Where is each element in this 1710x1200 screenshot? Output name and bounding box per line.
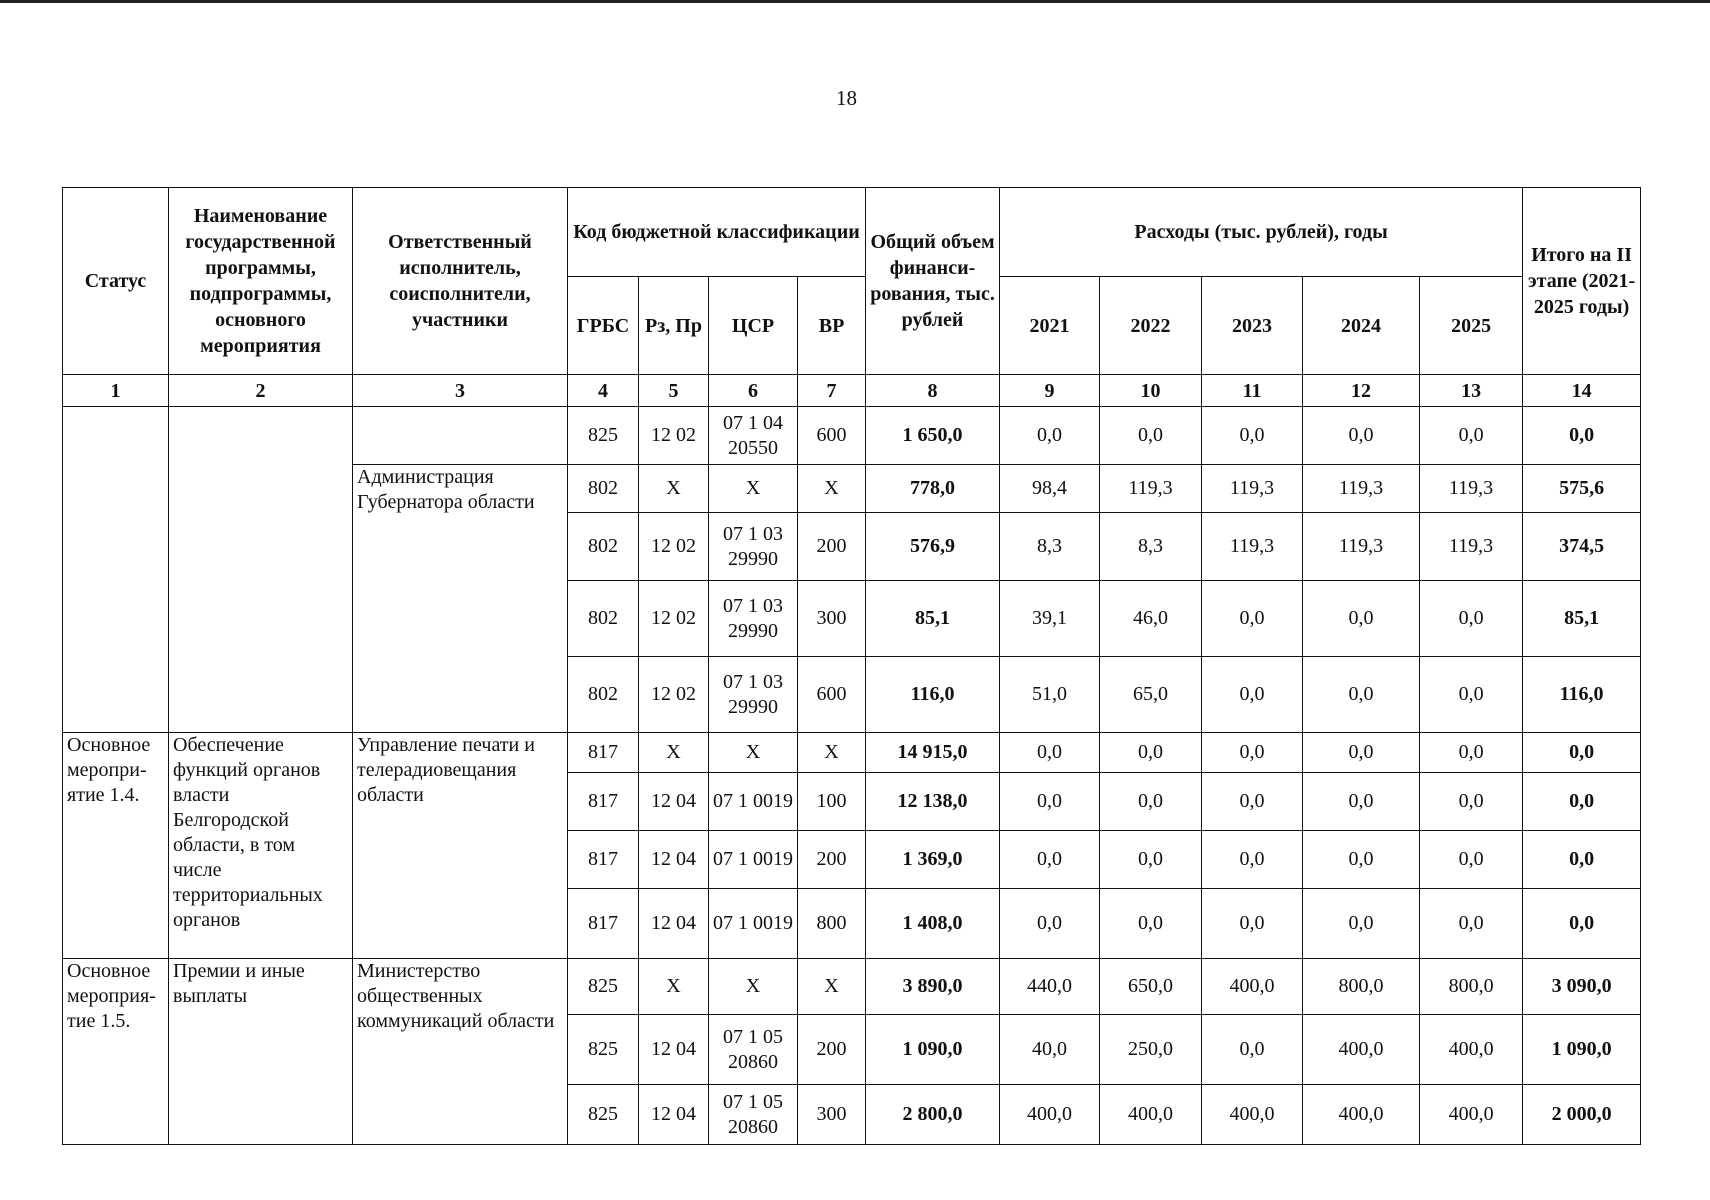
stage-total-cell: 2 000,0 bbox=[1523, 1085, 1641, 1145]
table-row bbox=[63, 959, 1641, 1015]
y2021-cell: 400,0 bbox=[1000, 1085, 1100, 1145]
grbs-cell: 802 bbox=[568, 581, 639, 657]
header-status: Статус bbox=[63, 188, 169, 375]
column-number-row bbox=[63, 375, 1641, 407]
total-cell: 1 090,0 bbox=[866, 1015, 1000, 1085]
vr-cell: 600 bbox=[798, 407, 866, 465]
stage-total-cell: 374,5 bbox=[1523, 513, 1641, 581]
y2021-cell: 0,0 bbox=[1000, 831, 1100, 889]
csr-cell: 07 1 03 29990 bbox=[709, 513, 798, 581]
y2025-cell: 0,0 bbox=[1420, 407, 1523, 465]
header-year-2021: 2021 bbox=[1000, 277, 1100, 375]
y2022-cell: 0,0 bbox=[1100, 733, 1202, 773]
y2023-cell: 0,0 bbox=[1202, 1015, 1303, 1085]
y2023-cell: 119,3 bbox=[1202, 465, 1303, 513]
csr-cell: 07 1 03 29990 bbox=[709, 581, 798, 657]
csr-cell: 07 1 04 20550 bbox=[709, 407, 798, 465]
y2024-cell: 119,3 bbox=[1303, 465, 1420, 513]
grbs-cell: 802 bbox=[568, 513, 639, 581]
stage-total-cell: 0,0 bbox=[1523, 889, 1641, 959]
rzpr-cell: 12 04 bbox=[639, 831, 709, 889]
header-stage-total: Итого на II этапе (2021-2025 годы) bbox=[1523, 188, 1641, 375]
grbs-cell: 817 bbox=[568, 773, 639, 831]
stage-total-cell: 0,0 bbox=[1523, 773, 1641, 831]
vr-cell: 200 bbox=[798, 513, 866, 581]
total-cell: 1 650,0 bbox=[866, 407, 1000, 465]
grbs-cell: 802 bbox=[568, 657, 639, 733]
rzpr-cell: 12 02 bbox=[639, 581, 709, 657]
total-cell: 1 408,0 bbox=[866, 889, 1000, 959]
stage-total-cell: 116,0 bbox=[1523, 657, 1641, 733]
y2024-cell: 400,0 bbox=[1303, 1015, 1420, 1085]
y2025-cell: 0,0 bbox=[1420, 773, 1523, 831]
table-header bbox=[63, 188, 1641, 407]
csr-cell: 07 1 0019 bbox=[709, 773, 798, 831]
responsible-cell: Администрация Губернатора области bbox=[353, 465, 568, 733]
header-total: Общий объем финанси-рования, тыс. рублей bbox=[866, 188, 1000, 375]
column-number: 13 bbox=[1420, 375, 1523, 407]
column-number: 8 bbox=[866, 375, 1000, 407]
responsible-cell: Министерство общественных коммуникаций области bbox=[353, 959, 568, 1145]
vr-cell: Х bbox=[798, 733, 866, 773]
column-number: 11 bbox=[1202, 375, 1303, 407]
header-vr: ВР bbox=[798, 277, 866, 375]
column-number: 14 bbox=[1523, 375, 1641, 407]
total-cell: 116,0 bbox=[866, 657, 1000, 733]
header-budget-code: Код бюджетной классификации bbox=[568, 188, 866, 277]
vr-cell: Х bbox=[798, 465, 866, 513]
vr-cell: 200 bbox=[798, 831, 866, 889]
stage-total-cell: 0,0 bbox=[1523, 407, 1641, 465]
y2022-cell: 65,0 bbox=[1100, 657, 1202, 733]
column-number: 1 bbox=[63, 375, 169, 407]
y2021-cell: 0,0 bbox=[1000, 889, 1100, 959]
grbs-cell: 817 bbox=[568, 889, 639, 959]
y2023-cell: 0,0 bbox=[1202, 773, 1303, 831]
y2024-cell: 0,0 bbox=[1303, 733, 1420, 773]
csr-cell: 07 1 0019 bbox=[709, 831, 798, 889]
y2021-cell: 0,0 bbox=[1000, 773, 1100, 831]
y2022-cell: 0,0 bbox=[1100, 889, 1202, 959]
rzpr-cell: 12 04 bbox=[639, 889, 709, 959]
y2023-cell: 0,0 bbox=[1202, 889, 1303, 959]
table-body bbox=[63, 407, 1641, 1145]
column-number: 2 bbox=[169, 375, 353, 407]
grbs-cell: 825 bbox=[568, 959, 639, 1015]
rzpr-cell: 12 04 bbox=[639, 1085, 709, 1145]
top-rule bbox=[0, 0, 1710, 3]
y2024-cell: 0,0 bbox=[1303, 581, 1420, 657]
rzpr-cell: 12 02 bbox=[639, 657, 709, 733]
y2024-cell: 0,0 bbox=[1303, 407, 1420, 465]
y2022-cell: 650,0 bbox=[1100, 959, 1202, 1015]
y2022-cell: 400,0 bbox=[1100, 1085, 1202, 1145]
y2024-cell: 0,0 bbox=[1303, 831, 1420, 889]
y2022-cell: 119,3 bbox=[1100, 465, 1202, 513]
column-number: 7 bbox=[798, 375, 866, 407]
y2025-cell: 0,0 bbox=[1420, 657, 1523, 733]
y2021-cell: 8,3 bbox=[1000, 513, 1100, 581]
total-cell: 12 138,0 bbox=[866, 773, 1000, 831]
y2022-cell: 250,0 bbox=[1100, 1015, 1202, 1085]
header-name: Наименование государственной программы, подпрограммы, основного мероприятия bbox=[169, 188, 353, 375]
rzpr-cell: Х bbox=[639, 465, 709, 513]
header-year-2023: 2023 bbox=[1202, 277, 1303, 375]
column-number: 9 bbox=[1000, 375, 1100, 407]
header-csr: ЦСР bbox=[709, 277, 798, 375]
y2022-cell: 0,0 bbox=[1100, 773, 1202, 831]
csr-cell: 07 1 0019 bbox=[709, 889, 798, 959]
y2022-cell: 0,0 bbox=[1100, 831, 1202, 889]
csr-cell: Х bbox=[709, 733, 798, 773]
total-cell: 3 890,0 bbox=[866, 959, 1000, 1015]
y2023-cell: 0,0 bbox=[1202, 581, 1303, 657]
table-row bbox=[63, 733, 1641, 773]
header-grbs: ГРБС bbox=[568, 277, 639, 375]
vr-cell: Х bbox=[798, 959, 866, 1015]
column-number: 6 bbox=[709, 375, 798, 407]
y2024-cell: 0,0 bbox=[1303, 773, 1420, 831]
y2022-cell: 0,0 bbox=[1100, 407, 1202, 465]
vr-cell: 300 bbox=[798, 1085, 866, 1145]
vr-cell: 100 bbox=[798, 773, 866, 831]
y2021-cell: 98,4 bbox=[1000, 465, 1100, 513]
total-cell: 778,0 bbox=[866, 465, 1000, 513]
csr-cell: 07 1 03 29990 bbox=[709, 657, 798, 733]
column-number: 3 bbox=[353, 375, 568, 407]
status-cell: Основное меропри-ятие 1.4. bbox=[63, 733, 169, 959]
y2025-cell: 119,3 bbox=[1420, 513, 1523, 581]
program-name-cell bbox=[169, 407, 353, 733]
csr-cell: Х bbox=[709, 959, 798, 1015]
y2024-cell: 800,0 bbox=[1303, 959, 1420, 1015]
csr-cell: 07 1 05 20860 bbox=[709, 1085, 798, 1145]
stage-total-cell: 0,0 bbox=[1523, 733, 1641, 773]
budget-table bbox=[62, 187, 1641, 1145]
grbs-cell: 817 bbox=[568, 733, 639, 773]
y2023-cell: 0,0 bbox=[1202, 831, 1303, 889]
stage-total-cell: 1 090,0 bbox=[1523, 1015, 1641, 1085]
header-year-2025: 2025 bbox=[1420, 277, 1523, 375]
stage-total-cell: 3 090,0 bbox=[1523, 959, 1641, 1015]
csr-cell: 07 1 05 20860 bbox=[709, 1015, 798, 1085]
rzpr-cell: Х bbox=[639, 733, 709, 773]
stage-total-cell: 0,0 bbox=[1523, 831, 1641, 889]
y2025-cell: 800,0 bbox=[1420, 959, 1523, 1015]
stage-total-cell: 85,1 bbox=[1523, 581, 1641, 657]
header-year-2022: 2022 bbox=[1100, 277, 1202, 375]
column-number: 5 bbox=[639, 375, 709, 407]
column-number: 4 bbox=[568, 375, 639, 407]
y2025-cell: 400,0 bbox=[1420, 1015, 1523, 1085]
y2025-cell: 0,0 bbox=[1420, 889, 1523, 959]
column-number: 12 bbox=[1303, 375, 1420, 407]
y2024-cell: 0,0 bbox=[1303, 889, 1420, 959]
y2024-cell: 0,0 bbox=[1303, 657, 1420, 733]
total-cell: 85,1 bbox=[866, 581, 1000, 657]
y2025-cell: 400,0 bbox=[1420, 1085, 1523, 1145]
header-year-2024: 2024 bbox=[1303, 277, 1420, 375]
page-number: 18 bbox=[836, 86, 857, 110]
total-cell: 2 800,0 bbox=[866, 1085, 1000, 1145]
status-cell bbox=[63, 407, 169, 733]
y2025-cell: 0,0 bbox=[1420, 733, 1523, 773]
stage-total-cell: 575,6 bbox=[1523, 465, 1641, 513]
rzpr-cell: 12 02 bbox=[639, 407, 709, 465]
status-cell: Основное мероприя-тие 1.5. bbox=[63, 959, 169, 1145]
total-cell: 1 369,0 bbox=[866, 831, 1000, 889]
vr-cell: 300 bbox=[798, 581, 866, 657]
y2022-cell: 46,0 bbox=[1100, 581, 1202, 657]
program-name-cell: Обеспечение функций органов власти Белгородской области, в том числе территориальных органов bbox=[169, 733, 353, 959]
grbs-cell: 817 bbox=[568, 831, 639, 889]
grbs-cell: 825 bbox=[568, 407, 639, 465]
y2023-cell: 400,0 bbox=[1202, 959, 1303, 1015]
y2024-cell: 119,3 bbox=[1303, 513, 1420, 581]
y2025-cell: 119,3 bbox=[1420, 465, 1523, 513]
y2021-cell: 0,0 bbox=[1000, 407, 1100, 465]
y2025-cell: 0,0 bbox=[1420, 581, 1523, 657]
csr-cell: Х bbox=[709, 465, 798, 513]
header-rzpr: Рз, Пр bbox=[639, 277, 709, 375]
y2022-cell: 8,3 bbox=[1100, 513, 1202, 581]
y2021-cell: 440,0 bbox=[1000, 959, 1100, 1015]
rzpr-cell: 12 04 bbox=[639, 1015, 709, 1085]
vr-cell: 200 bbox=[798, 1015, 866, 1085]
y2023-cell: 119,3 bbox=[1202, 513, 1303, 581]
vr-cell: 800 bbox=[798, 889, 866, 959]
y2023-cell: 0,0 bbox=[1202, 733, 1303, 773]
column-number: 10 bbox=[1100, 375, 1202, 407]
responsible-cell bbox=[353, 407, 568, 465]
grbs-cell: 825 bbox=[568, 1015, 639, 1085]
header-expenses: Расходы (тыс. рублей), годы bbox=[1000, 188, 1523, 277]
y2024-cell: 400,0 bbox=[1303, 1085, 1420, 1145]
rzpr-cell: 12 04 bbox=[639, 773, 709, 831]
y2021-cell: 39,1 bbox=[1000, 581, 1100, 657]
y2025-cell: 0,0 bbox=[1420, 831, 1523, 889]
total-cell: 14 915,0 bbox=[866, 733, 1000, 773]
program-name-cell: Премии и иные выплаты bbox=[169, 959, 353, 1145]
header-responsible: Ответственный исполнитель, соисполнители, участники bbox=[353, 188, 568, 375]
rzpr-cell: 12 02 bbox=[639, 513, 709, 581]
total-cell: 576,9 bbox=[866, 513, 1000, 581]
responsible-cell: Управление печати и телерадиовещания области bbox=[353, 733, 568, 959]
rzpr-cell: Х bbox=[639, 959, 709, 1015]
y2021-cell: 40,0 bbox=[1000, 1015, 1100, 1085]
vr-cell: 600 bbox=[798, 657, 866, 733]
y2021-cell: 0,0 bbox=[1000, 733, 1100, 773]
grbs-cell: 825 bbox=[568, 1085, 639, 1145]
table-row bbox=[63, 407, 1641, 465]
grbs-cell: 802 bbox=[568, 465, 639, 513]
y2023-cell: 400,0 bbox=[1202, 1085, 1303, 1145]
y2023-cell: 0,0 bbox=[1202, 407, 1303, 465]
y2021-cell: 51,0 bbox=[1000, 657, 1100, 733]
y2023-cell: 0,0 bbox=[1202, 657, 1303, 733]
